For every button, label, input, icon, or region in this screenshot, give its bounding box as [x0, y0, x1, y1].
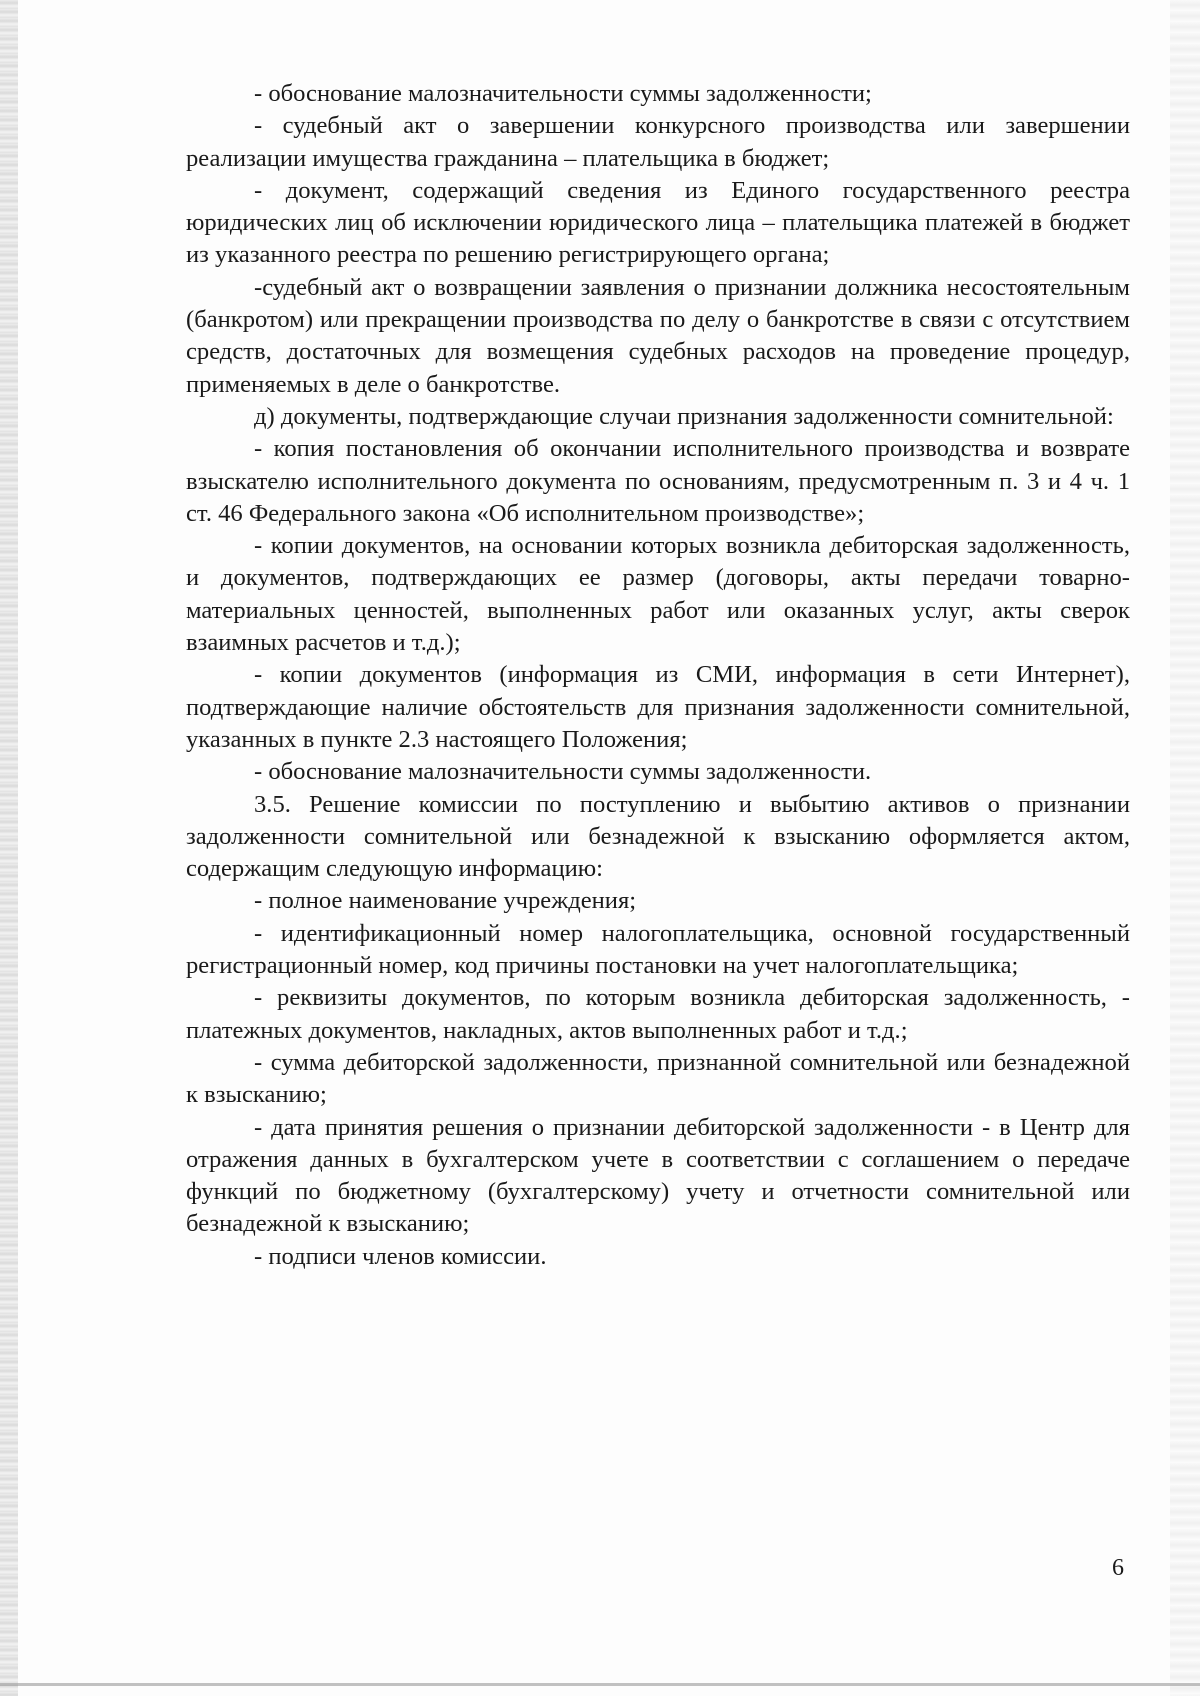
paragraph: - обоснование малозначительности суммы задолженности.: [254, 758, 872, 786]
scan-edge-left: [0, 0, 18, 1696]
paragraph: - судебный акт о завершении конкурсного производства или завершении реализации имущества гражданина – плательщика в бюджет;: [186, 112, 1130, 172]
paragraph: -судебный акт о возвращении заявления о признании должника несостоятельным (банкротом) или прекращении производства по делу о банкротстве в связи с отсутствием средств, достаточных для возмещения судебных расходов на проведение процедур, применяемых в деле о банкротстве.: [186, 273, 1130, 398]
paragraph: - обоснование малозначительности суммы задолженности;: [254, 80, 872, 107]
scan-edge-right: [1170, 0, 1200, 1696]
paragraph: - сумма дебиторской задолженности, признанной сомнительной или безнадежной к взысканию;: [186, 1048, 1130, 1109]
paragraph: - подписи членов комиссии.: [254, 1242, 547, 1270]
paragraph: - идентификационный номер налогоплательщика, основной государственный регистрационный номер, код причины постановки на учет налогоплательщика;: [186, 919, 1130, 980]
paragraph: - документ, содержащий сведения из Единого государственного реестра юридических лиц об исключении юридического лица – плательщика платежей в бюджет из указанного реестра по решению регистрирующего органа;: [186, 176, 1130, 269]
paragraph: - копии документов (информация из СМИ, информация в сети Интернет), подтверждающие наличие обстоятельств для признания задолженности сомнительной, указанных в пункте 2.3 настоящего Положения;: [186, 661, 1130, 753]
paragraph: - дата принятия решения о признании дебиторской задолженности - в Центр для отражения данных в бухгалтерском учете в соответствии с соглашением о передаче функций по бюджетному (бухгалтерскому) учету и отчетности сомнительной или безнадежной к взысканию;: [186, 1113, 1130, 1238]
page-number: 6: [1112, 1555, 1124, 1581]
document-body: [186, 78, 1130, 1273]
paragraph: д) документы, подтверждающие случаи признания задолженности сомнительной:: [254, 402, 1114, 430]
paragraph: - копия постановления об окончании исполнительного производства и возврате взыскателю исполнительного документа по основаниям, предусмотренным п. 3 и 4 ч. 1 ст. 46 Федерального закона «Об исполнительном производстве»;: [186, 435, 1130, 527]
paragraph: - копии документов, на основании которых возникла дебиторская задолженность, и документов, подтверждающих ее размер (договоры, акты передачи товарно-материальных ценностей, выполненных работ или оказанных услуг, акты сверок взаимных расчетов и т.д.);: [186, 532, 1130, 657]
scan-bottom-line: [0, 1683, 1200, 1686]
paragraph: 3.5. Решение комиссии по поступлению и выбытию активов о признании задолженности сомнительной или безнадежной к взысканию оформляется актом, содержащим следующую информацию:: [186, 790, 1130, 883]
paragraph: - полное наименование учреждения;: [254, 887, 637, 915]
paragraph: - реквизиты документов, по которым возникла дебиторская задолженность, - платежных документов, накладных, актов выполненных работ и т.д.;: [186, 984, 1130, 1044]
